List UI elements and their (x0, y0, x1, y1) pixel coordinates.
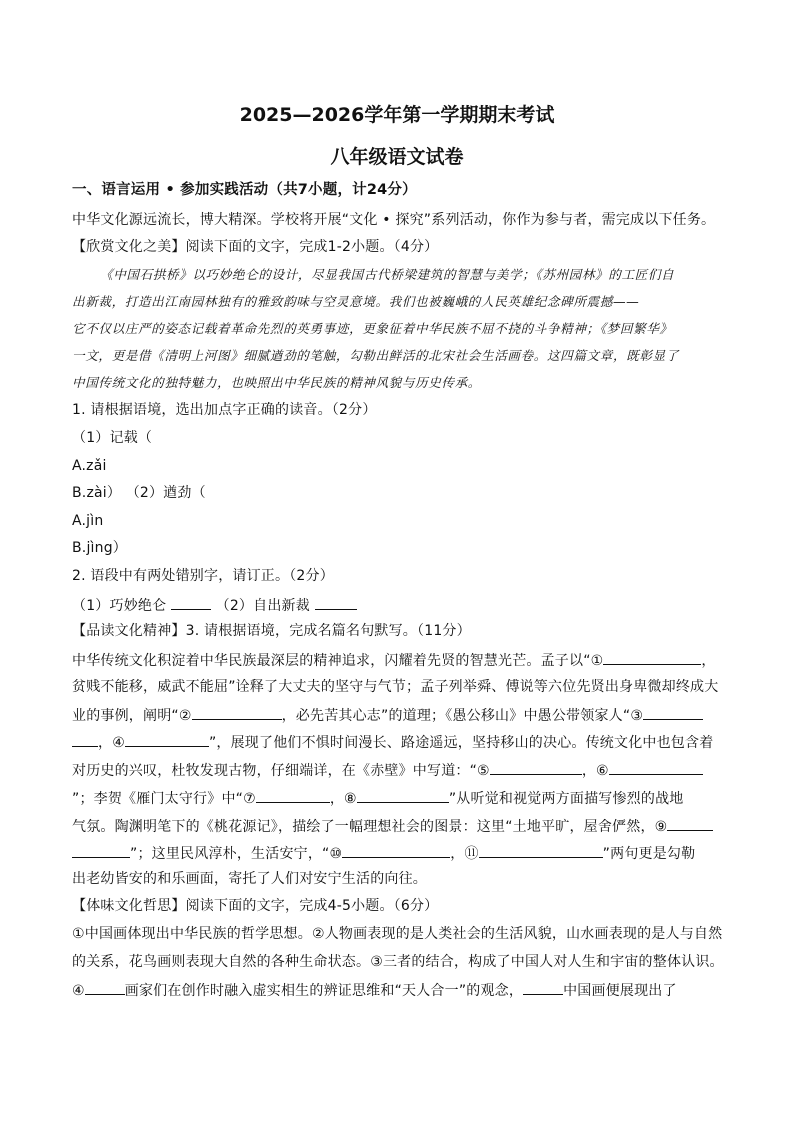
q3-text: ， (701, 653, 716, 669)
q3-blank-9[interactable] (667, 815, 713, 831)
passage-line: 中国传统文化的独特魅力，也映照出中华民族的精神风貌与历史传承。 (72, 375, 482, 390)
q1-option-a2: A.jìn (72, 513, 104, 529)
q3-text: ”；李贺《雁门太守行》中“⑦ (72, 791, 256, 807)
q2-blank-b[interactable] (315, 594, 357, 610)
part3-text: ④ (72, 983, 85, 999)
q3-line (72, 842, 732, 864)
q3-line (72, 759, 732, 781)
q3-text: ”；这里民风淳朴，生活安宁，“⑩ (130, 846, 343, 862)
q3-text: ，⑪ (450, 846, 479, 862)
q1-sub-1: （1）记载（ (72, 430, 153, 446)
part3-text: 画家们在创作时融入虚实相生的辨证思维和“天人合一”的观念， (124, 983, 524, 999)
q3-text: ，⑥ (581, 763, 609, 779)
q3-text: ”两句更是勾勒 (602, 846, 696, 862)
q3-blank-11[interactable] (479, 842, 603, 858)
q3-blank-9-cont[interactable] (72, 842, 130, 858)
q3-text: ”，展现了他们不惧时间漫长、路途遥远，坚持移山的决心。传统文化中也包含着 (208, 735, 714, 751)
q2-item-b: （2）自出新裁 (215, 598, 310, 614)
q3-blank-4[interactable] (125, 731, 209, 747)
part3-label: 【体味文化哲思】阅读下面的文字，完成4-5小题。（6分） (72, 898, 439, 914)
q1-option-b1: B.zài） （2）遒劲（ (72, 485, 206, 501)
q3-line (72, 649, 732, 671)
exam-title: 2025—2026学年第一学期期末考试 (239, 104, 555, 126)
q3-line: 出老幼皆安的和乐画面，寄托了人们对安宁生活的向往。 (72, 871, 427, 887)
q3-blank-1[interactable] (603, 649, 701, 665)
part3-blank-2[interactable] (523, 979, 563, 995)
q3-line: 贫贱不能移，威武不能屈”诠释了大丈夫的坚守与气节；孟子列举舜、傅说等六位先贤出身卑微却终成大 (72, 679, 719, 695)
q3-blank-8[interactable] (357, 787, 449, 803)
q1-option-b2: B.jìng） (72, 540, 127, 556)
section-intro: 中华文化源远流长，博大精深。学校将开展“文化 • 探究”系列活动，你作为参与者，需完成以下任务。 (72, 212, 716, 228)
part3-text: 中国画便展现出了 (563, 983, 677, 999)
q3-line (72, 704, 732, 726)
part3-paragraph-line (72, 979, 732, 1001)
part3-paragraph-line: 的关系，花鸟画则表现大自然的各种生命状态。③三者的结合，构成了中国人对人生和宇宙的整体认识。 (72, 954, 724, 970)
q3-text: 中华传统文化积淀着中华民族最深层的精神追求，闪耀着先贤的智慧光芒。孟子以“① (72, 653, 604, 669)
passage-line: 它不仅以庄严的姿态记载着革命先烈的英勇事迹，更象征着中华民族不屈不挠的斗争精神；《梦回繁华》 (72, 321, 673, 336)
q3-line (72, 787, 732, 809)
part3-blank-1[interactable] (85, 979, 125, 995)
q3-text: 气氛。陶渊明笔下的《桃花源记》，描绘了一幅理想社会的图景：这里“土地平旷，屋舍俨然，⑨ (72, 819, 668, 835)
passage-line: 出新裁，打造出江南园林独有的雅致韵味与空灵意境。我们也被巍峨的人民英雄纪念碑所震撼—— (72, 294, 640, 309)
q3-blank-7[interactable] (256, 787, 330, 803)
q3-text: ，必先苦其心志”的道理；《愚公移山》中愚公带领家人“③ (281, 708, 644, 724)
q3-line (72, 815, 732, 837)
passage-line: 一文，更是借《清明上河图》细腻遒劲的笔触，勾勒出鲜活的北宋社会生活画卷。这四篇文章，既彰显了 (72, 348, 679, 363)
q2-blank-a[interactable] (171, 594, 211, 610)
part1-label: 【欣赏文化之美】阅读下面的文字，完成1-2小题。（4分） (72, 239, 439, 255)
q3-blank-2[interactable] (192, 704, 282, 720)
part3-paragraph-line: ①中国画体现出中华民族的哲学思想。②人物画表现的是人类社会的生活风貌，山水画表现的是人与自然 (72, 926, 723, 942)
question-2: 2. 语段中有两处错别字，请订正。（2分） (72, 568, 334, 584)
q3-text: 业的事例，阐明“② (72, 708, 192, 724)
part2-label: 【品读文化精神】3. 请根据语境，完成名篇名句默写。（11分） (72, 623, 471, 639)
exam-subtitle: 八年级语文试卷 (330, 146, 464, 168)
section-heading: 一、语言运用 • 参加实践活动（共7小题，计24分） (72, 182, 417, 198)
q3-blank-3-cont[interactable] (72, 731, 98, 747)
question-1: 1. 请根据语境，选出加点字正确的读音。（2分） (72, 402, 377, 418)
q3-blank-6[interactable] (609, 759, 703, 775)
q3-blank-10[interactable] (342, 842, 450, 858)
q3-text: ”从听觉和视觉两方面描写惨烈的战地 (448, 791, 684, 807)
q3-text: 对历史的兴叹，杜牧发现古物，仔细端详，在《赤壁》中写道：“⑤ (72, 763, 490, 779)
q1-option-a1: A.zǎi (72, 458, 107, 474)
q3-text: ，⑧ (329, 791, 357, 807)
passage-line: 《中国石拱桥》以巧妙绝仑的设计，尽显我国古代桥梁建筑的智慧与美学；《苏州园林》的工匠们自 (100, 267, 675, 282)
q3-line (72, 731, 732, 753)
q2-answer-line (72, 594, 732, 616)
q3-blank-3[interactable] (643, 704, 703, 720)
q3-text: ，④ (98, 735, 125, 751)
q2-item-a: （1）巧妙绝仑 (72, 598, 167, 614)
q3-blank-5[interactable] (490, 759, 582, 775)
